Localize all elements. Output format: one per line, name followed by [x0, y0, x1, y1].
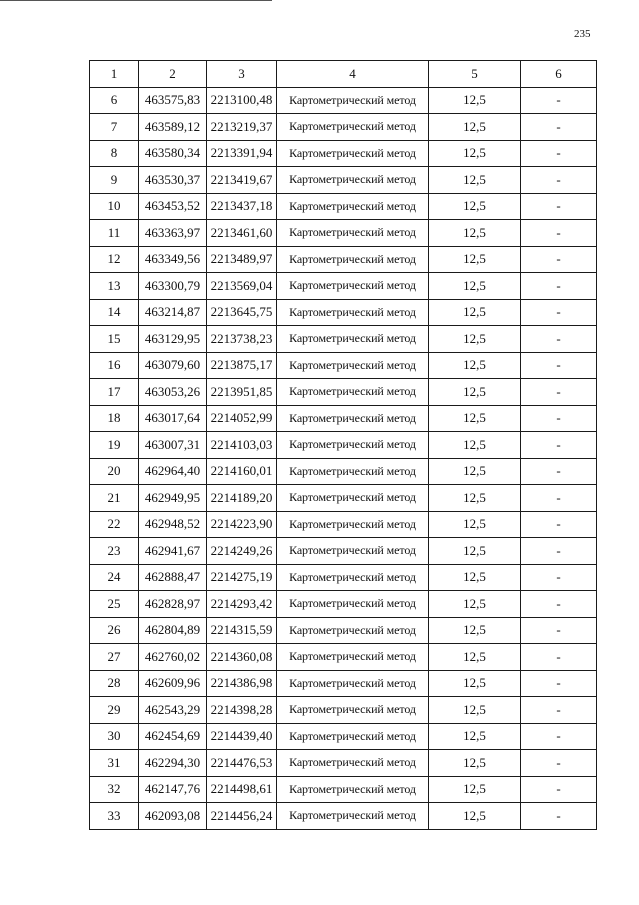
point-number-cell: 27	[90, 644, 139, 671]
method-cell: Картометрический метод	[277, 485, 429, 512]
table-row	[90, 193, 597, 220]
x-coordinate-cell: 462543,29	[139, 697, 207, 724]
table-row	[90, 352, 597, 379]
method-cell: Картометрический метод	[277, 511, 429, 538]
point-number-cell: 7	[90, 114, 139, 141]
table-row	[90, 220, 597, 247]
accuracy-cell: 12,5	[429, 299, 521, 326]
method-cell: Картометрический метод	[277, 697, 429, 724]
point-number-cell: 24	[90, 564, 139, 591]
y-coordinate-cell: 2213437,18	[207, 193, 277, 220]
point-number-cell: 8	[90, 140, 139, 167]
method-cell: Картометрический метод	[277, 114, 429, 141]
accuracy-cell: 12,5	[429, 723, 521, 750]
x-coordinate-cell: 462948,52	[139, 511, 207, 538]
point-number-cell: 33	[90, 803, 139, 830]
point-number-cell: 22	[90, 511, 139, 538]
table-row	[90, 538, 597, 565]
x-coordinate-cell: 462828,97	[139, 591, 207, 618]
table-row	[90, 644, 597, 671]
y-coordinate-cell: 2213461,60	[207, 220, 277, 247]
header-cell-4: 4	[277, 61, 429, 88]
point-number-cell: 10	[90, 193, 139, 220]
table-row	[90, 776, 597, 803]
accuracy-cell: 12,5	[429, 670, 521, 697]
table-row	[90, 591, 597, 618]
accuracy-cell: 12,5	[429, 87, 521, 114]
description-cell: -	[521, 379, 597, 406]
y-coordinate-cell: 2214386,98	[207, 670, 277, 697]
accuracy-cell: 12,5	[429, 167, 521, 194]
accuracy-cell: 12,5	[429, 193, 521, 220]
table-row	[90, 458, 597, 485]
x-coordinate-cell: 462454,69	[139, 723, 207, 750]
x-coordinate-cell: 463007,31	[139, 432, 207, 459]
description-cell: -	[521, 458, 597, 485]
top-rule	[0, 0, 272, 1]
x-coordinate-cell: 463580,34	[139, 140, 207, 167]
accuracy-cell: 12,5	[429, 220, 521, 247]
table-row	[90, 405, 597, 432]
description-cell: -	[521, 617, 597, 644]
method-cell: Картометрический метод	[277, 140, 429, 167]
accuracy-cell: 12,5	[429, 379, 521, 406]
description-cell: -	[521, 114, 597, 141]
method-cell: Картометрический метод	[277, 750, 429, 777]
table-row	[90, 246, 597, 273]
point-number-cell: 26	[90, 617, 139, 644]
description-cell: -	[521, 140, 597, 167]
accuracy-cell: 12,5	[429, 617, 521, 644]
method-cell: Картометрический метод	[277, 87, 429, 114]
x-coordinate-cell: 463017,64	[139, 405, 207, 432]
y-coordinate-cell: 2214275,19	[207, 564, 277, 591]
accuracy-cell: 12,5	[429, 405, 521, 432]
description-cell: -	[521, 246, 597, 273]
method-cell: Картометрический метод	[277, 670, 429, 697]
accuracy-cell: 12,5	[429, 273, 521, 300]
accuracy-cell: 12,5	[429, 750, 521, 777]
y-coordinate-cell: 2213645,75	[207, 299, 277, 326]
table-row	[90, 114, 597, 141]
y-coordinate-cell: 2214439,40	[207, 723, 277, 750]
method-cell: Картометрический метод	[277, 803, 429, 830]
method-cell: Картометрический метод	[277, 167, 429, 194]
header-cell-5: 5	[429, 61, 521, 88]
method-cell: Картометрический метод	[277, 299, 429, 326]
description-cell: -	[521, 432, 597, 459]
y-coordinate-cell: 2214249,26	[207, 538, 277, 565]
x-coordinate-cell: 463453,52	[139, 193, 207, 220]
x-coordinate-cell: 463214,87	[139, 299, 207, 326]
description-cell: -	[521, 352, 597, 379]
point-number-cell: 16	[90, 352, 139, 379]
accuracy-cell: 12,5	[429, 776, 521, 803]
method-cell: Картометрический метод	[277, 405, 429, 432]
table-row	[90, 379, 597, 406]
y-coordinate-cell: 2214476,53	[207, 750, 277, 777]
y-coordinate-cell: 2213100,48	[207, 87, 277, 114]
table-row	[90, 485, 597, 512]
table-row	[90, 167, 597, 194]
description-cell: -	[521, 511, 597, 538]
x-coordinate-cell: 462964,40	[139, 458, 207, 485]
y-coordinate-cell: 2214160,01	[207, 458, 277, 485]
point-number-cell: 17	[90, 379, 139, 406]
accuracy-cell: 12,5	[429, 697, 521, 724]
y-coordinate-cell: 2214315,59	[207, 617, 277, 644]
x-coordinate-cell: 462888,47	[139, 564, 207, 591]
accuracy-cell: 12,5	[429, 644, 521, 671]
x-coordinate-cell: 463575,83	[139, 87, 207, 114]
table-row	[90, 723, 597, 750]
table-body	[90, 87, 597, 829]
x-coordinate-cell: 463079,60	[139, 352, 207, 379]
x-coordinate-cell: 462147,76	[139, 776, 207, 803]
point-number-cell: 12	[90, 246, 139, 273]
x-coordinate-cell: 463530,37	[139, 167, 207, 194]
method-cell: Картометрический метод	[277, 591, 429, 618]
method-cell: Картометрический метод	[277, 193, 429, 220]
method-cell: Картометрический метод	[277, 644, 429, 671]
point-number-cell: 11	[90, 220, 139, 247]
point-number-cell: 31	[90, 750, 139, 777]
table-row	[90, 750, 597, 777]
table-row	[90, 803, 597, 830]
point-number-cell: 13	[90, 273, 139, 300]
point-number-cell: 32	[90, 776, 139, 803]
method-cell: Картометрический метод	[277, 352, 429, 379]
description-cell: -	[521, 193, 597, 220]
accuracy-cell: 12,5	[429, 114, 521, 141]
description-cell: -	[521, 538, 597, 565]
method-cell: Картометрический метод	[277, 273, 429, 300]
description-cell: -	[521, 697, 597, 724]
point-number-cell: 18	[90, 405, 139, 432]
description-cell: -	[521, 299, 597, 326]
x-coordinate-cell: 462093,08	[139, 803, 207, 830]
table-row	[90, 273, 597, 300]
header-cell-6: 6	[521, 61, 597, 88]
x-coordinate-cell: 463589,12	[139, 114, 207, 141]
accuracy-cell: 12,5	[429, 432, 521, 459]
table-row	[90, 326, 597, 353]
table-row	[90, 87, 597, 114]
y-coordinate-cell: 2214052,99	[207, 405, 277, 432]
table-row	[90, 697, 597, 724]
description-cell: -	[521, 564, 597, 591]
y-coordinate-cell: 2214456,24	[207, 803, 277, 830]
x-coordinate-cell: 463349,56	[139, 246, 207, 273]
page-number: 235	[574, 28, 591, 40]
point-number-cell: 29	[90, 697, 139, 724]
description-cell: -	[521, 273, 597, 300]
description-cell: -	[521, 644, 597, 671]
table-row	[90, 670, 597, 697]
description-cell: -	[521, 591, 597, 618]
y-coordinate-cell: 2213219,37	[207, 114, 277, 141]
coordinates-table	[89, 60, 597, 830]
y-coordinate-cell: 2214398,28	[207, 697, 277, 724]
description-cell: -	[521, 87, 597, 114]
x-coordinate-cell: 463053,26	[139, 379, 207, 406]
x-coordinate-cell: 463300,79	[139, 273, 207, 300]
description-cell: -	[521, 670, 597, 697]
y-coordinate-cell: 2213391,94	[207, 140, 277, 167]
method-cell: Картометрический метод	[277, 538, 429, 565]
accuracy-cell: 12,5	[429, 458, 521, 485]
description-cell: -	[521, 776, 597, 803]
point-number-cell: 9	[90, 167, 139, 194]
accuracy-cell: 12,5	[429, 803, 521, 830]
method-cell: Картометрический метод	[277, 617, 429, 644]
point-number-cell: 6	[90, 87, 139, 114]
point-number-cell: 30	[90, 723, 139, 750]
y-coordinate-cell: 2213569,04	[207, 273, 277, 300]
header-cell-2: 2	[139, 61, 207, 88]
method-cell: Картометрический метод	[277, 432, 429, 459]
table-row	[90, 432, 597, 459]
description-cell: -	[521, 723, 597, 750]
x-coordinate-cell: 462804,89	[139, 617, 207, 644]
point-number-cell: 28	[90, 670, 139, 697]
y-coordinate-cell: 2213951,85	[207, 379, 277, 406]
accuracy-cell: 12,5	[429, 352, 521, 379]
y-coordinate-cell: 2214498,61	[207, 776, 277, 803]
accuracy-cell: 12,5	[429, 140, 521, 167]
y-coordinate-cell: 2214189,20	[207, 485, 277, 512]
table-row	[90, 299, 597, 326]
point-number-cell: 21	[90, 485, 139, 512]
point-number-cell: 15	[90, 326, 139, 353]
method-cell: Картометрический метод	[277, 379, 429, 406]
header-cell-3: 3	[207, 61, 277, 88]
x-coordinate-cell: 462609,96	[139, 670, 207, 697]
point-number-cell: 23	[90, 538, 139, 565]
table-row	[90, 617, 597, 644]
description-cell: -	[521, 326, 597, 353]
y-coordinate-cell: 2214360,08	[207, 644, 277, 671]
table-row	[90, 564, 597, 591]
y-coordinate-cell: 2214103,03	[207, 432, 277, 459]
accuracy-cell: 12,5	[429, 511, 521, 538]
header-cell-1: 1	[90, 61, 139, 88]
x-coordinate-cell: 462760,02	[139, 644, 207, 671]
method-cell: Картометрический метод	[277, 723, 429, 750]
point-number-cell: 20	[90, 458, 139, 485]
method-cell: Картометрический метод	[277, 246, 429, 273]
y-coordinate-cell: 2213875,17	[207, 352, 277, 379]
y-coordinate-cell: 2213419,67	[207, 167, 277, 194]
description-cell: -	[521, 167, 597, 194]
accuracy-cell: 12,5	[429, 246, 521, 273]
accuracy-cell: 12,5	[429, 538, 521, 565]
x-coordinate-cell: 463363,97	[139, 220, 207, 247]
method-cell: Картометрический метод	[277, 564, 429, 591]
y-coordinate-cell: 2213738,23	[207, 326, 277, 353]
point-number-cell: 25	[90, 591, 139, 618]
y-coordinate-cell: 2214223,90	[207, 511, 277, 538]
description-cell: -	[521, 803, 597, 830]
x-coordinate-cell: 463129,95	[139, 326, 207, 353]
accuracy-cell: 12,5	[429, 485, 521, 512]
table-row	[90, 140, 597, 167]
description-cell: -	[521, 750, 597, 777]
y-coordinate-cell: 2213489,97	[207, 246, 277, 273]
description-cell: -	[521, 220, 597, 247]
point-number-cell: 14	[90, 299, 139, 326]
method-cell: Картометрический метод	[277, 776, 429, 803]
header-row	[90, 61, 597, 88]
x-coordinate-cell: 462941,67	[139, 538, 207, 565]
description-cell: -	[521, 485, 597, 512]
accuracy-cell: 12,5	[429, 326, 521, 353]
accuracy-cell: 12,5	[429, 591, 521, 618]
y-coordinate-cell: 2214293,42	[207, 591, 277, 618]
accuracy-cell: 12,5	[429, 564, 521, 591]
point-number-cell: 19	[90, 432, 139, 459]
method-cell: Картометрический метод	[277, 458, 429, 485]
method-cell: Картометрический метод	[277, 326, 429, 353]
method-cell: Картометрический метод	[277, 220, 429, 247]
x-coordinate-cell: 462294,30	[139, 750, 207, 777]
description-cell: -	[521, 405, 597, 432]
x-coordinate-cell: 462949,95	[139, 485, 207, 512]
table-row	[90, 511, 597, 538]
